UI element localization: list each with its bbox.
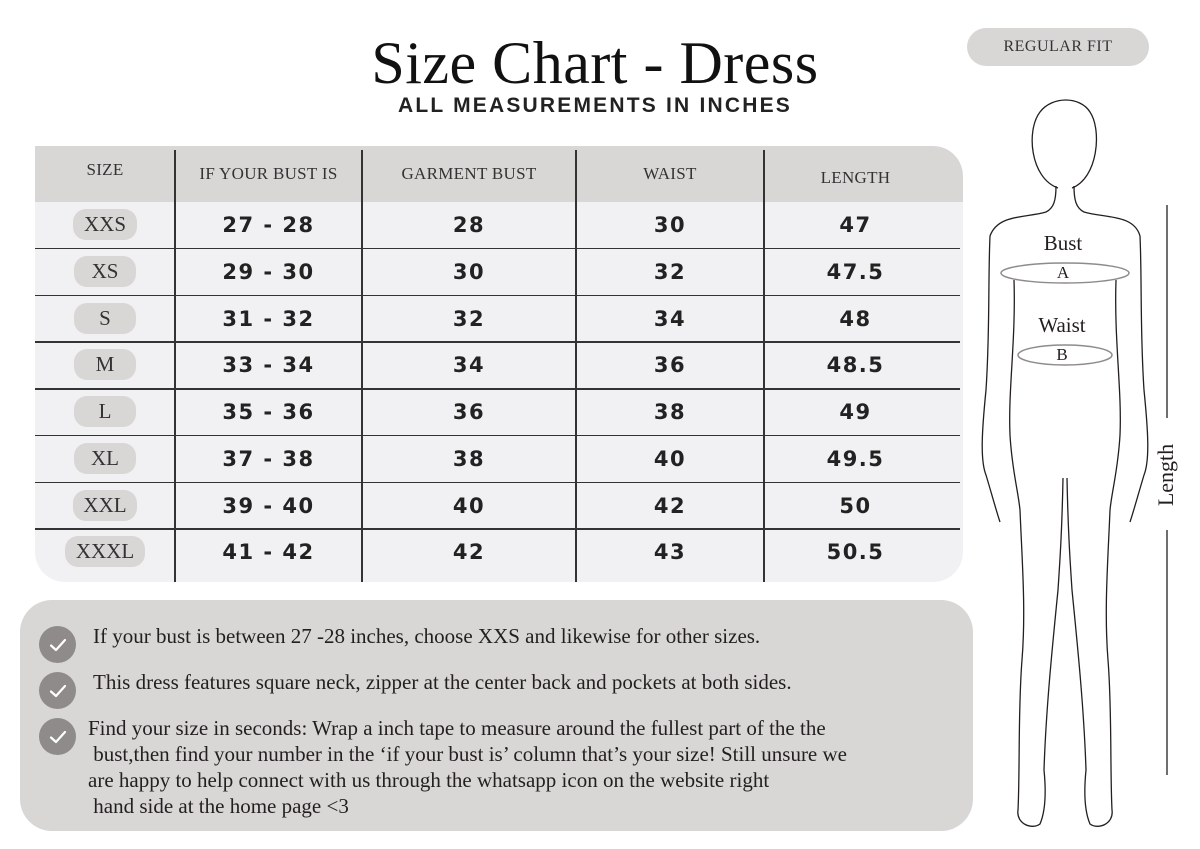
size-label: L [74,396,136,427]
cell-bust-range: 41 - 42 [222,540,315,565]
cell-length: 49 [839,400,872,424]
cell-garment-bust: 30 [452,259,486,284]
column-header-length: LENGTH [820,168,891,187]
cell-bust-range: 35 - 36 [222,400,315,424]
left-inner-arm [1010,280,1020,510]
length-label: Length [1153,443,1178,507]
size-label: XXL [73,490,137,521]
cell-waist: 30 [653,213,687,237]
column-header-bust-range: IF YOUR BUST IS [199,164,338,183]
cell-length: 50.5 [826,540,885,565]
bust-marker: A [1056,263,1070,282]
note-text: bust,then find your number in the ‘if your bust is’ column that’s your size! Still unsure we [88,742,847,766]
note-text: If your bust is between 27 -28 inches, choose XXS and likewise for other sizes. [93,624,761,648]
notes-panel [20,600,973,831]
column-divider [361,150,363,582]
size-label: XXXL [65,536,145,567]
column-divider [763,150,765,582]
fit-badge: REGULAR FIT [967,28,1149,66]
cell-waist: 34 [653,306,687,331]
cell-garment-bust: 42 [452,540,486,565]
cell-waist: 40 [653,446,687,471]
page-title: Size Chart - Dress [371,30,819,96]
waist-label: Waist [1038,313,1086,337]
size-label: S [74,303,136,334]
column-header-waist: WAIST [643,164,697,183]
size-table [35,146,963,582]
size-label: M [74,349,136,380]
right-leg [1067,478,1112,826]
column-divider [174,150,176,582]
cell-bust-range: 31 - 32 [222,306,315,331]
note-text: hand side at the home page <3 [88,794,349,818]
cell-bust-range: 27 - 28 [222,213,315,237]
left-leg [1018,478,1063,826]
size-label: XL [74,443,136,474]
right-side-outline [1074,186,1148,522]
check-icon [39,672,76,709]
right-inner-arm [1110,280,1120,510]
cell-bust-range: 39 - 40 [222,493,315,518]
body-outline [982,100,1148,826]
bust-label: Bust [1043,231,1083,255]
check-icon [39,718,76,755]
size-label: XXS [73,209,137,240]
cell-bust-range: 29 - 30 [222,259,315,284]
cell-garment-bust: 34 [452,353,486,378]
column-divider [575,150,577,582]
cell-garment-bust: 38 [452,446,486,471]
note-text: Find your size in seconds: Wrap a inch tape to measure around the fullest part of the the [88,716,826,740]
body-figure-illustration [968,90,1198,840]
cell-waist: 43 [653,540,687,565]
column-header-size: SIZE [86,160,124,179]
head-outline [1032,100,1096,188]
cell-length: 48 [839,306,872,331]
cell-waist: 36 [653,353,687,378]
cell-garment-bust: 32 [452,306,486,331]
cell-length: 48.5 [826,353,885,378]
cell-bust-range: 33 - 34 [222,353,315,378]
column-header-garment-bust: GARMENT BUST [401,164,537,183]
check-icon [39,626,76,663]
cell-waist: 42 [653,493,687,518]
waist-marker: B [1056,345,1068,364]
cell-length: 50 [839,493,872,518]
cell-length: 49.5 [826,446,885,471]
cell-garment-bust: 28 [452,213,486,237]
size-label: XS [74,256,136,287]
cell-garment-bust: 40 [452,493,486,518]
cell-waist: 32 [653,259,687,284]
note-text: are happy to help connect with us through the whatsapp icon on the website right [88,768,770,792]
page-subtitle: ALL MEASUREMENTS IN INCHES [398,94,792,117]
note-text: This dress features square neck, zipper at the center back and pockets at both sides. [93,670,792,694]
cell-waist: 38 [653,400,687,424]
cell-length: 47.5 [826,259,885,284]
cell-bust-range: 37 - 38 [222,446,315,471]
cell-length: 47 [839,213,872,237]
cell-garment-bust: 36 [452,400,486,424]
